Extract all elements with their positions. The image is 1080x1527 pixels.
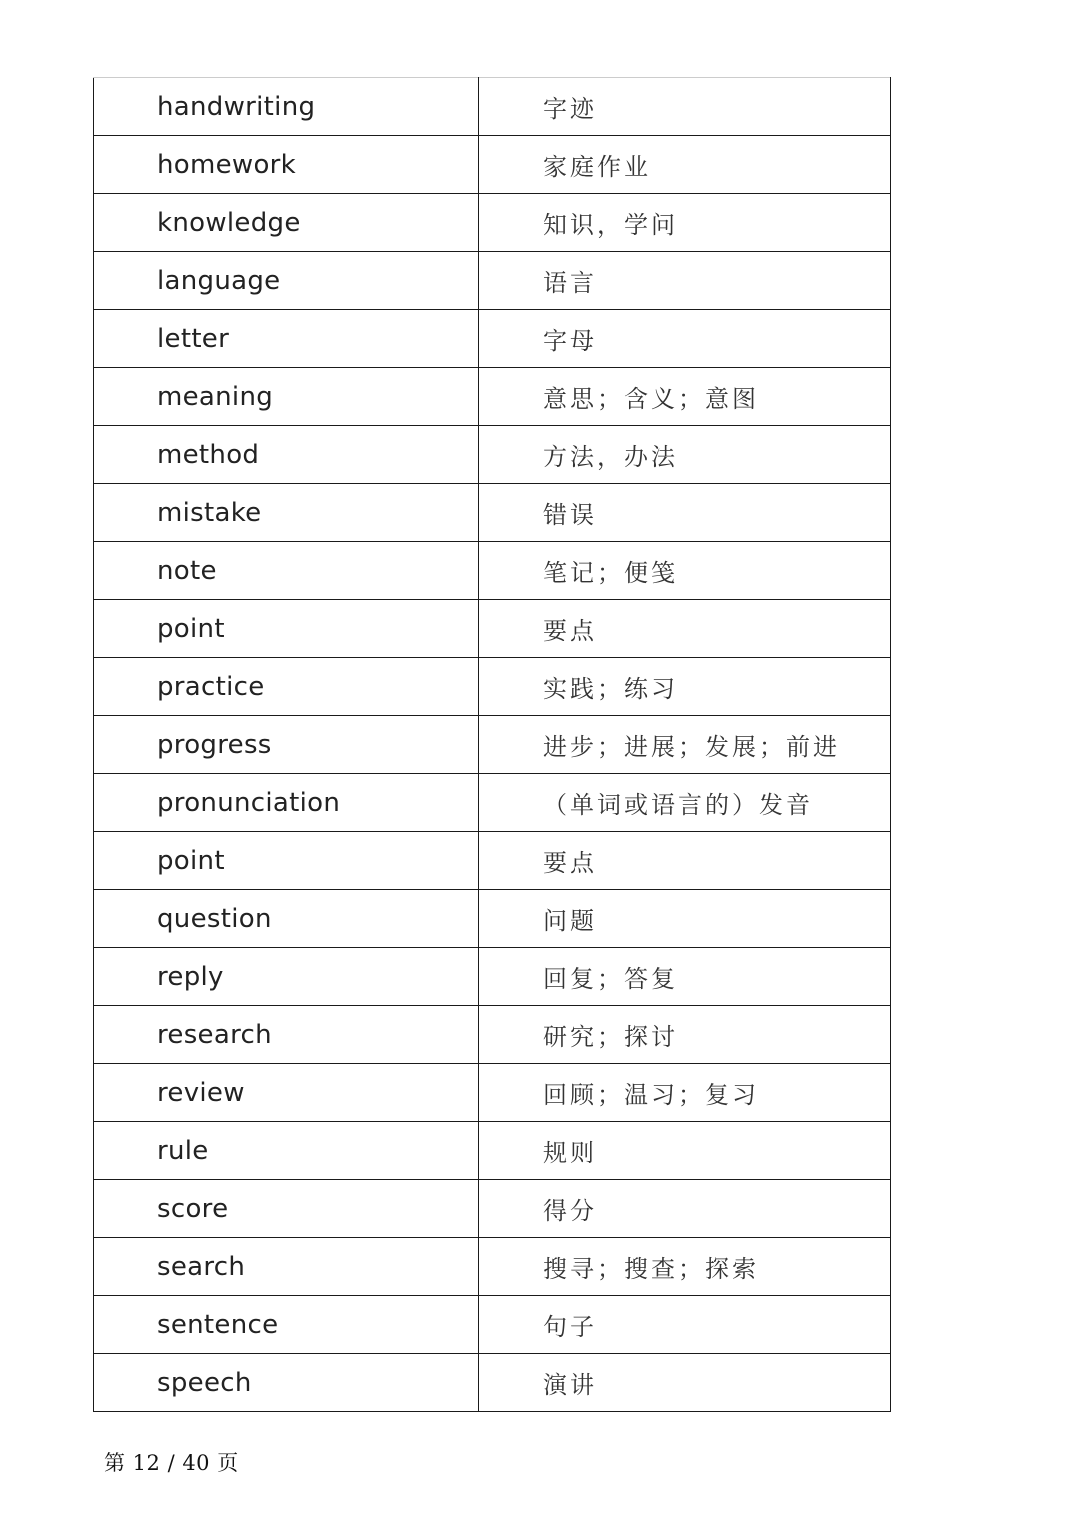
table-row bbox=[94, 716, 891, 774]
english-word: point bbox=[94, 832, 479, 890]
english-word: sentence bbox=[94, 1296, 479, 1354]
english-word: reply bbox=[94, 948, 479, 1006]
english-word: rule bbox=[94, 1122, 479, 1180]
table-row bbox=[94, 1238, 891, 1296]
page-number: 第 12 / 40 页 bbox=[104, 1451, 239, 1475]
chinese-meaning: 语言 bbox=[479, 252, 891, 310]
table-row bbox=[94, 1180, 891, 1238]
chinese-meaning: 知识，学问 bbox=[479, 194, 891, 252]
table-row bbox=[94, 368, 891, 426]
chinese-meaning: 实践；练习 bbox=[479, 658, 891, 716]
english-word: meaning bbox=[94, 368, 479, 426]
chinese-meaning: 规则 bbox=[479, 1122, 891, 1180]
table-row bbox=[94, 194, 891, 252]
english-word: review bbox=[94, 1064, 479, 1122]
table-row bbox=[94, 658, 891, 716]
table-row bbox=[94, 484, 891, 542]
vocabulary-table bbox=[93, 77, 891, 1412]
english-word: note bbox=[94, 542, 479, 600]
table-row bbox=[94, 252, 891, 310]
chinese-meaning: 回复；答复 bbox=[479, 948, 891, 1006]
table-row bbox=[94, 774, 891, 832]
table-row bbox=[94, 1122, 891, 1180]
chinese-meaning: 错误 bbox=[479, 484, 891, 542]
table-row bbox=[94, 948, 891, 1006]
table-row bbox=[94, 832, 891, 890]
english-word: letter bbox=[94, 310, 479, 368]
table-row bbox=[94, 1064, 891, 1122]
chinese-meaning: 方法，办法 bbox=[479, 426, 891, 484]
chinese-meaning: 要点 bbox=[479, 832, 891, 890]
chinese-meaning: 得分 bbox=[479, 1180, 891, 1238]
chinese-meaning: 意思；含义；意图 bbox=[479, 368, 891, 426]
table-row bbox=[94, 78, 891, 136]
chinese-meaning: 字母 bbox=[479, 310, 891, 368]
table-row bbox=[94, 890, 891, 948]
chinese-meaning: 研究；探讨 bbox=[479, 1006, 891, 1064]
table-row bbox=[94, 1354, 891, 1412]
english-word: question bbox=[94, 890, 479, 948]
english-word: handwriting bbox=[94, 78, 479, 136]
english-word: mistake bbox=[94, 484, 479, 542]
english-word: speech bbox=[94, 1354, 479, 1412]
chinese-meaning: 回顾；温习；复习 bbox=[479, 1064, 891, 1122]
chinese-meaning: 进步；进展；发展；前进 bbox=[479, 716, 891, 774]
table-row bbox=[94, 1296, 891, 1354]
chinese-meaning: 搜寻；搜查；探索 bbox=[479, 1238, 891, 1296]
table-row bbox=[94, 136, 891, 194]
english-word: language bbox=[94, 252, 479, 310]
english-word: homework bbox=[94, 136, 479, 194]
english-word: practice bbox=[94, 658, 479, 716]
english-word: score bbox=[94, 1180, 479, 1238]
table-row bbox=[94, 542, 891, 600]
english-word: search bbox=[94, 1238, 479, 1296]
chinese-meaning: （单词或语言的）发音 bbox=[479, 774, 891, 832]
english-word: progress bbox=[94, 716, 479, 774]
english-word: pronunciation bbox=[94, 774, 479, 832]
english-word: knowledge bbox=[94, 194, 479, 252]
english-word: point bbox=[94, 600, 479, 658]
chinese-meaning: 演讲 bbox=[479, 1354, 891, 1412]
table-row bbox=[94, 310, 891, 368]
chinese-meaning: 字迹 bbox=[479, 78, 891, 136]
chinese-meaning: 家庭作业 bbox=[479, 136, 891, 194]
english-word: research bbox=[94, 1006, 479, 1064]
chinese-meaning: 问题 bbox=[479, 890, 891, 948]
table-row bbox=[94, 426, 891, 484]
table-row bbox=[94, 1006, 891, 1064]
english-word: method bbox=[94, 426, 479, 484]
chinese-meaning: 句子 bbox=[479, 1296, 891, 1354]
chinese-meaning: 要点 bbox=[479, 600, 891, 658]
table-row bbox=[94, 600, 891, 658]
chinese-meaning: 笔记；便笺 bbox=[479, 542, 891, 600]
